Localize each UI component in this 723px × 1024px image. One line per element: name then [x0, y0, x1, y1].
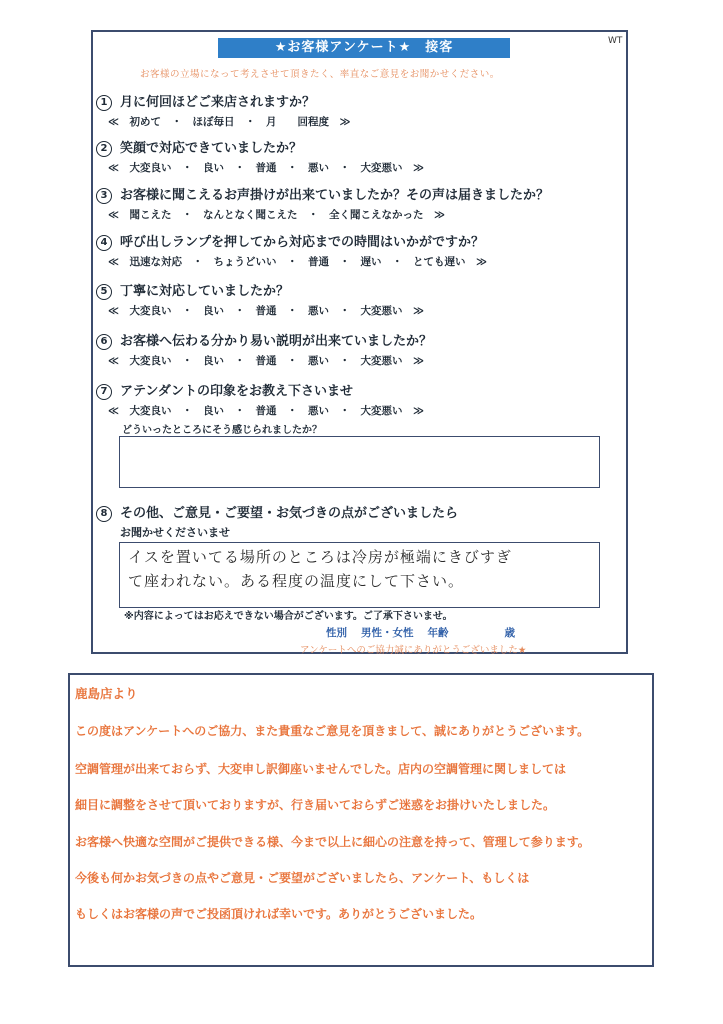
- question-number: 8: [96, 506, 112, 522]
- question-8-followup: お聞かせくださいませ: [120, 526, 230, 539]
- age-label: 年齢: [427, 627, 449, 639]
- question-text: その他、ご意見・ご要望・お気づきの点がございましたら: [120, 506, 459, 521]
- question-7-followup: どういったところにそう感じられましたか？: [122, 425, 322, 436]
- survey-subtitle: お客様の立場になって考えさせて頂きたく、率直なご意見をお聞かせください。: [140, 69, 500, 80]
- question-text: アテンダントの印象をお教え下さいませ: [120, 384, 353, 399]
- question-5-options[interactable]: ≪ 大変良い ・ 良い ・ 普通 ・ 悪い ・ 大変悪い ≫: [108, 305, 424, 317]
- survey-title: ★お客様アンケート★ 接客: [218, 38, 510, 58]
- question-text: 笑顔で対応できていましたか？: [120, 141, 303, 156]
- question-1: [96, 91, 315, 111]
- handwritten-comment-line1: イスを置いてる場所のところは冷房が極端にきびすぎ: [128, 548, 512, 566]
- question-number: 2: [96, 141, 112, 157]
- question-7: [96, 380, 353, 400]
- question-text: 呼び出しランプを押してから対応までの時間はいかがですか？: [120, 235, 485, 250]
- reply-line: この度はアンケートへのご協力、また貴重なご意見を頂きまして、誠にありがとうございます。: [75, 724, 590, 738]
- question-text: お客様へ伝わる分かり易い説明が出来ていましたか？: [120, 334, 433, 349]
- reply-title: 鹿島店より: [75, 686, 138, 701]
- question-number: 1: [96, 95, 112, 111]
- question-number: 7: [96, 384, 112, 400]
- question-8: [96, 502, 458, 522]
- demographics: [326, 625, 529, 640]
- question-3: [96, 184, 549, 204]
- reply-line: 細目に調整をさせて頂いておりますが、行き届いておらずご迷惑をお掛けいたしました。: [75, 798, 556, 812]
- question-number: 4: [96, 235, 112, 251]
- question-text: 月に何回ほどご来店されますか？: [120, 95, 316, 110]
- thanks-message: アンケートへのご協力誠にありがとうございました★: [300, 645, 527, 656]
- question-6-options[interactable]: ≪ 大変良い ・ 良い ・ 普通 ・ 悪い ・ 大変悪い ≫: [108, 355, 424, 367]
- reply-line: お客様へ快適な空間がご提供できる様、今まで以上に細心の注意を持って、管理して参ります。: [75, 835, 590, 849]
- question-6: [96, 330, 432, 350]
- question-1-options[interactable]: ≪ 初めて ・ ほぼ毎日 ・ 月 回程度 ≫: [108, 116, 351, 128]
- age-unit: 歳: [504, 627, 515, 639]
- reply-line: 今後も何かお気づきの点やご意見・ご要望がございましたら、アンケート、もしくは: [75, 871, 530, 885]
- form-code: WT: [608, 36, 623, 46]
- reply-line: 空調管理が出来ておらず、大変申し訳御座いませんでした。店内の空調管理に関しましては: [75, 762, 567, 776]
- reply-line: もしくはお客様の声でご投函頂ければ幸いです。ありがとうございました。: [75, 907, 483, 921]
- question-4: [96, 231, 484, 251]
- question-number: 6: [96, 334, 112, 350]
- question-text: お客様に聞こえるお声掛けが出来ていましたか？その声は届きましたか？: [120, 188, 550, 203]
- question-5: [96, 280, 289, 300]
- question-7-answer-box[interactable]: [119, 436, 600, 488]
- gender-label: 性別: [326, 627, 347, 639]
- question-number: 3: [96, 188, 112, 204]
- question-7-options[interactable]: ≪ 大変良い ・ 良い ・ 普通 ・ 悪い ・ 大変悪い ≫: [108, 405, 424, 417]
- question-2: [96, 137, 302, 157]
- question-3-options[interactable]: ≪ 聞こえた ・ なんとなく聞こえた ・ 全く聞こえなかった ≫: [108, 209, 445, 221]
- store-reply-box: [68, 673, 654, 967]
- question-number: 5: [96, 284, 112, 300]
- question-4-options[interactable]: ≪ 迅速な対応 ・ ちょうどいい ・ 普通 ・ 遅い ・ とても遅い ≫: [108, 256, 487, 268]
- gender-options[interactable]: 男性・女性: [361, 627, 414, 639]
- question-2-options[interactable]: ≪ 大変良い ・ 良い ・ 普通 ・ 悪い ・ 大変悪い ≫: [108, 162, 424, 174]
- disclaimer-note: ※内容によってはお応えできない場合がございます。ご了承下さいませ。: [124, 611, 453, 622]
- handwritten-comment-line2: て座われない。ある程度の温度にして下さい。: [128, 572, 465, 590]
- question-text: 丁寧に対応していましたか？: [120, 284, 290, 299]
